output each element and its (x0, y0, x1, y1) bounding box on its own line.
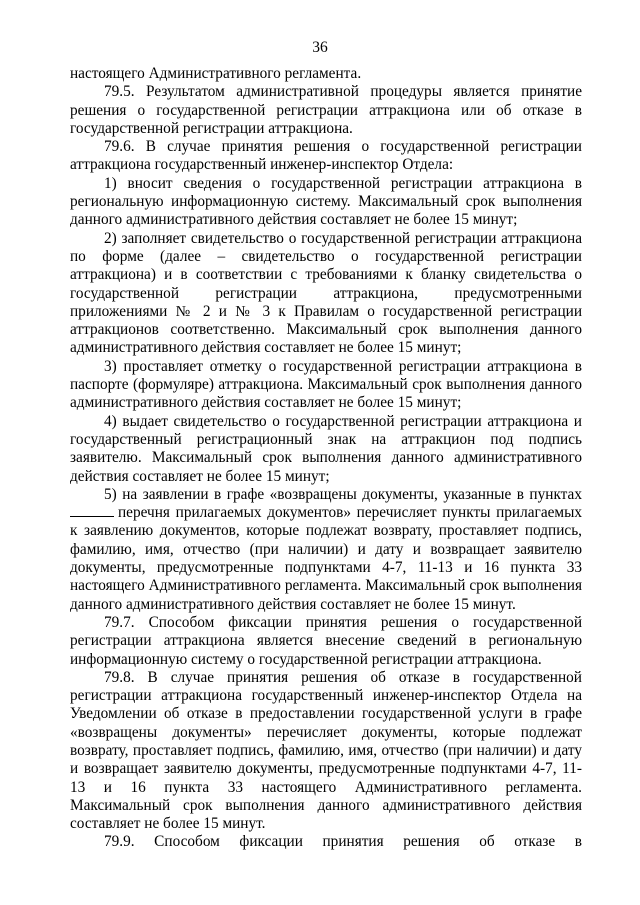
list-item-5-first-line: 5) на заявлении в графе «возвращены документы, указанные в пунктах (104, 485, 582, 503)
paragraph-79-9: 79.9. Способом фиксации принятия решения об отказе в (104, 833, 582, 851)
document-body (70, 65, 582, 852)
list-item-1: 1) вносит сведения о государственной регистрации аттракциона в региональную информационную систему. Максимальный срок выполнения данного административного действия составляет не более 15 минут; (70, 174, 582, 229)
paragraph-79-6: 79.6. В случае принятия решения о государственной регистрации аттракциона государственный инженер-инспектор Отдела: (70, 138, 582, 174)
list-item-4: 4) выдает свидетельство о государственной регистрации аттракциона и государственный регистрационный знак на аттракцион под подпись заявителю. Максимальный срок выполнения данного административного действия составляет не более 15 минут; (70, 412, 582, 485)
list-item-2: 2) заполняет свидетельство о государственной регистрации аттракциона по форме (далее – свидетельство о государственной регистрации аттракциона) и в соответствии с требованиями к бланку свидетельства о государственной регистрации аттракциона, предусмотренными приложениями № 2 и № 3 к Правилам о государственной регистрации аттракционов соответственно. Максимальный срок выполнения данного административного действия составляет не более 15 минут; (70, 229, 582, 357)
paragraph-79-5: 79.5. Результатом административной процедуры является принятие решения о государственной регистрации аттракциона или об отказе в государственной регистрации аттракциона. (70, 83, 582, 137)
paragraph-79-7: 79.7. Способом фиксации принятия решения о государственной регистрации аттракциона является внесение сведений в региональную информационную систему о государственной регистрации аттракциона. (70, 613, 582, 668)
paragraph-79-8: 79.8. В случае принятия решения об отказе в государственной регистрации аттракциона государственный инженер-инспектор Отдела на Уведомлении об отказе в предоставлении государственной услуги в графе «возвращены документы» перечисляет документы, которые подлежат возврату, проставляет подпись, фамилию, имя, отчество (при наличии) и дату и возвращает заявителю документы, предусмотренные подпунктами 4-7, 11-13 и 16 пункта 33 настоящего Административного регламента. Максимальный срок выполнения данного административного действия составляет не более 15 минут. (70, 668, 582, 833)
page-number: 36 (312, 39, 328, 56)
paragraph-continuation: настоящего Административного регламента. (70, 65, 362, 82)
list-item-5-continuation (70, 504, 582, 614)
list-item-3: 3) проставляет отметку о государственной регистрации аттракциона в паспорте (формуляре) аттракциона. Максимальный срок выполнения данного административного действия составляет не более 15 минут; (70, 357, 582, 412)
list-item-5-text: перечня прилагаемых документов» перечисляет пункты прилагаемых к заявлению документов, которые подлежат возврату, проставляет подпись, фамилию, имя, отчество (при наличии) и дату и возвращает заявителю документы, предусмотренные подпунктами 4-7, 11-13 и 16 пункта 33 настоящего Административного регламента. Максимальный срок выполнения данного административного действия составляет не более 15 минут. (70, 504, 582, 613)
blank-fill-line (70, 504, 114, 517)
